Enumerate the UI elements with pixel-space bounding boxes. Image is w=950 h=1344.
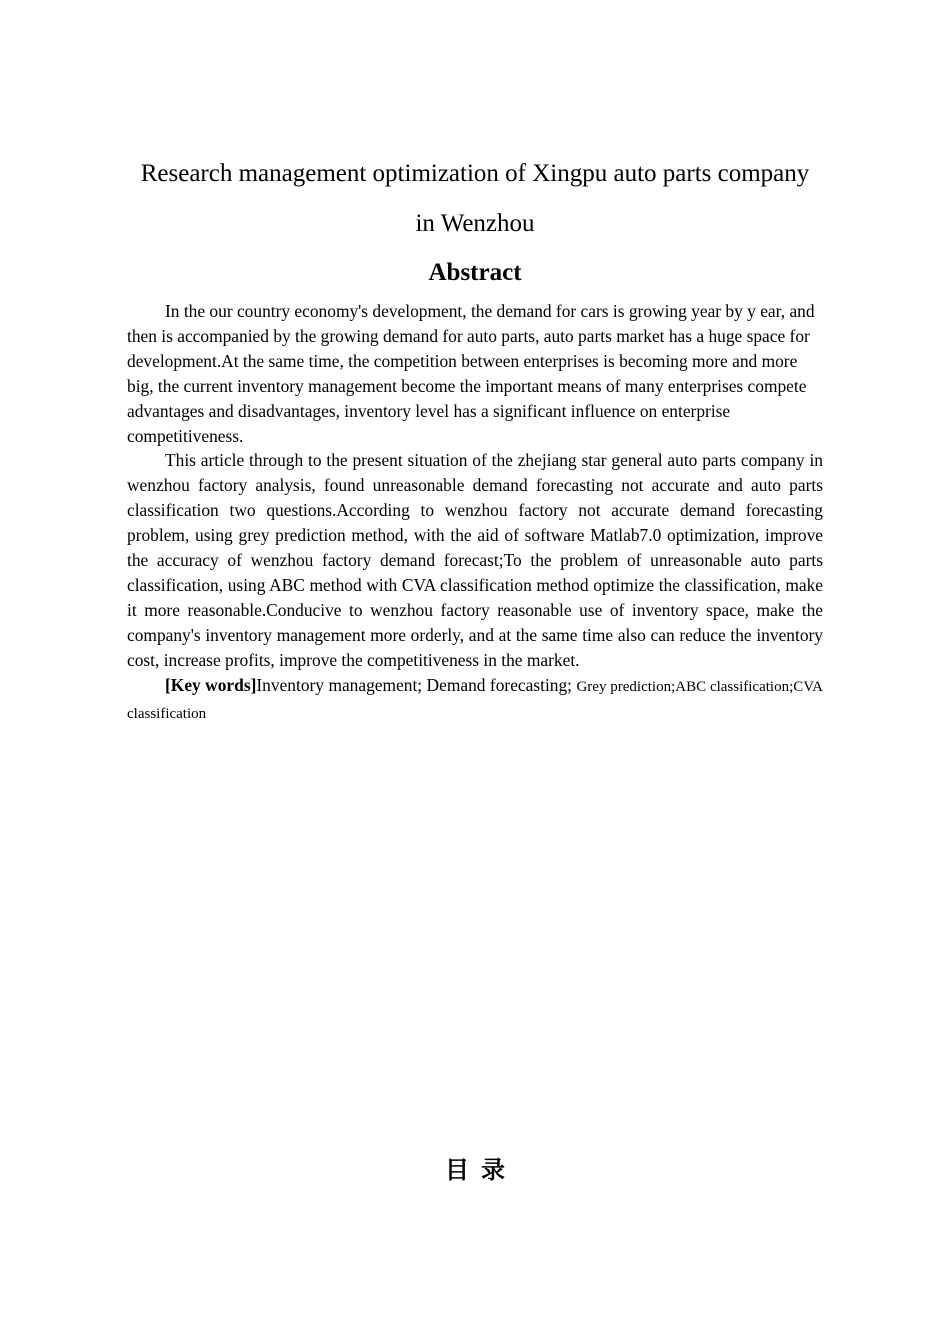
abstract-paragraph-2: This article through to the present situation of the zhejiang star general auto parts company in wenzhou factory analysis, found unreasonable demand forecasting not accurate and auto parts classification two questions.According to wenzhou factory not accurate demand forecasting problem, using grey prediction method, with the aid of software Matlab7.0 optimization, improve the accuracy of wenzhou factory demand forecast;To the problem of unreasonable auto parts classification, using ABC method with CVA classification method optimize the classification, make it more reasonable.Conducive to wenzhou factory reasonable use of inventory space, make the company's inventory management more orderly, and at the same time also can reduce the inventory cost, increase profits, improve the competitiveness in the market. — [127, 450, 823, 670]
paper-title-line-2: in Wenzhou — [415, 210, 535, 237]
abstract-body — [127, 299, 823, 726]
toc-heading: 目录 — [445, 1156, 517, 1184]
keywords-label: [Key words] — [165, 674, 257, 695]
abstract-paragraph-1: In the our country economy's development, the demand for cars is growing year by y ear, and then is accompanied by the growing demand for auto parts, auto parts market has a huge space for development.At the same time, the competition between enterprises is becoming more and more big, the current inventory management become the important means of many enterprises compete advantages and disadvantages, inventory level has a significant influence on enterprise competitiveness. — [127, 301, 815, 446]
keywords-line — [127, 673, 823, 727]
abstract-heading: Abstract — [428, 259, 522, 286]
keywords-main: Inventory management; Demand forecasting; — [256, 674, 577, 695]
paper-title-line-1: Research management optimization of Xingpu auto parts company — [140, 160, 810, 187]
keywords-small: Grey prediction;ABC classification;CVA classification — [127, 678, 823, 722]
